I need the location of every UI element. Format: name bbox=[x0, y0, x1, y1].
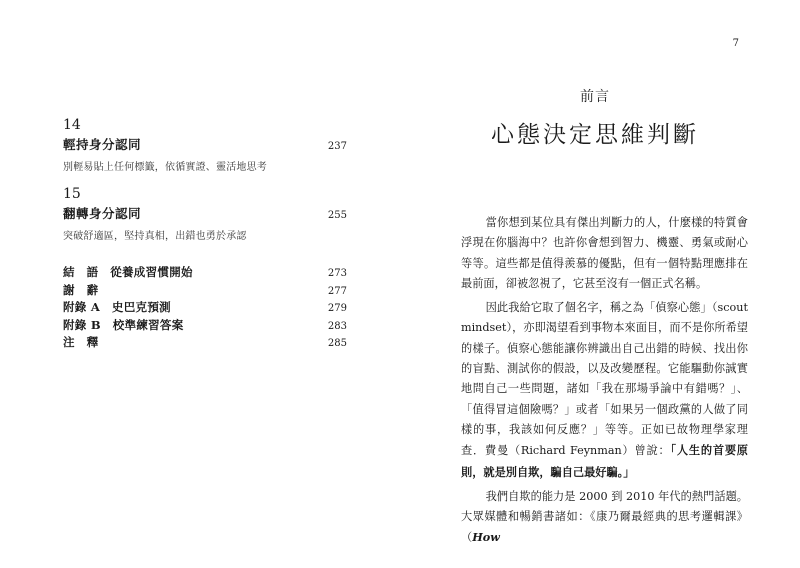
chapter-page-number: 255 bbox=[327, 210, 347, 221]
paragraph: 當你想到某位具有傑出判斷力的人，什麼樣的特質會浮現在你腦海中？也許你會想到智力、機靈、勇氣或耐心等等。這些都是值得羨慕的優點，但有一個特點理應排在最前面，卻被忽視了，它甚至沒有一個正式名稱。 bbox=[461, 216, 748, 290]
right-page bbox=[400, 0, 800, 568]
chapter-number: 15 bbox=[63, 186, 81, 202]
section-title: 心態決定思維判斷 bbox=[491, 122, 699, 148]
entry-title: 注 釋 bbox=[63, 335, 99, 349]
paragraph bbox=[461, 487, 748, 549]
entry-page-number: 285 bbox=[327, 338, 347, 349]
toc-entry-acknowledgements bbox=[63, 282, 347, 300]
toc-back-matter bbox=[63, 264, 347, 352]
entry-page-number: 273 bbox=[327, 268, 347, 279]
chapter-page-number: 237 bbox=[327, 141, 347, 152]
book-title-italic: How bbox=[472, 530, 500, 545]
entry-title: 附錄 B 校準練習答案 bbox=[63, 317, 184, 332]
toc-chapter-14 bbox=[63, 117, 347, 173]
chapter-title: 翻轉身分認同 bbox=[63, 206, 142, 221]
toc-entry-appendix-b bbox=[63, 317, 347, 335]
entry-title: 謝 辭 bbox=[63, 282, 99, 297]
entry-page-number: 283 bbox=[327, 320, 347, 332]
body-text bbox=[461, 213, 748, 549]
section-label: 前言 bbox=[580, 89, 610, 105]
table-of-contents bbox=[63, 117, 347, 352]
toc-entry-notes bbox=[63, 334, 347, 352]
entry-title: 結 語 從養成習慣開始 bbox=[63, 265, 193, 279]
entry-title: 附錄 A 史巴克預測 bbox=[63, 300, 171, 314]
chapter-subtitle: 別輕易貼上任何標籤，依循實證、靈活地思考 bbox=[63, 162, 267, 173]
chapter-title: 輕持身分認同 bbox=[63, 137, 142, 152]
entry-page-number: 277 bbox=[327, 285, 347, 297]
chapter-title-row bbox=[63, 204, 347, 222]
quote-bold: 「人生的首要原則，就是別自欺，騙自己最好騙。」 bbox=[461, 443, 748, 479]
chapter-number: 14 bbox=[63, 117, 81, 133]
paragraph bbox=[461, 298, 748, 483]
toc-entry-conclusion bbox=[63, 264, 347, 282]
chapter-subtitle: 突破舒適區，堅持真相，出錯也勇於承認 bbox=[63, 231, 247, 242]
paragraph-text: 我們自欺的能力是 2000 到 2010 年代的熱門話題。大眾媒體和暢銷書諸如：《康乃爾最經典的思考邏輯課》（ bbox=[461, 489, 748, 545]
chapter-title-row bbox=[63, 135, 347, 153]
toc-chapter-15 bbox=[63, 186, 347, 242]
paragraph-text: 因此我給它取了個名字，稱之為「偵察心態」（scout mindset），亦即渴望看到事物本來面目，而不是你所希望的樣子。偵察心態能讓你辨識出自己出錯的時候、找出你的盲點、測試你的假設，以及改變歷程。它能驅動你誠實地問自己一些問題，諸如「我在那場爭論中有錯嗎？」、「值得冒這個險嗎？」或者「如果另一個政黨的人做了同樣的事，我該如何反應？」等等。正如已故物理學家理查．費曼（Richard Feynman）曾說： bbox=[461, 301, 748, 458]
page-number: 7 bbox=[732, 38, 739, 49]
toc-entry-appendix-a bbox=[63, 299, 347, 317]
entry-page-number: 279 bbox=[327, 303, 347, 314]
